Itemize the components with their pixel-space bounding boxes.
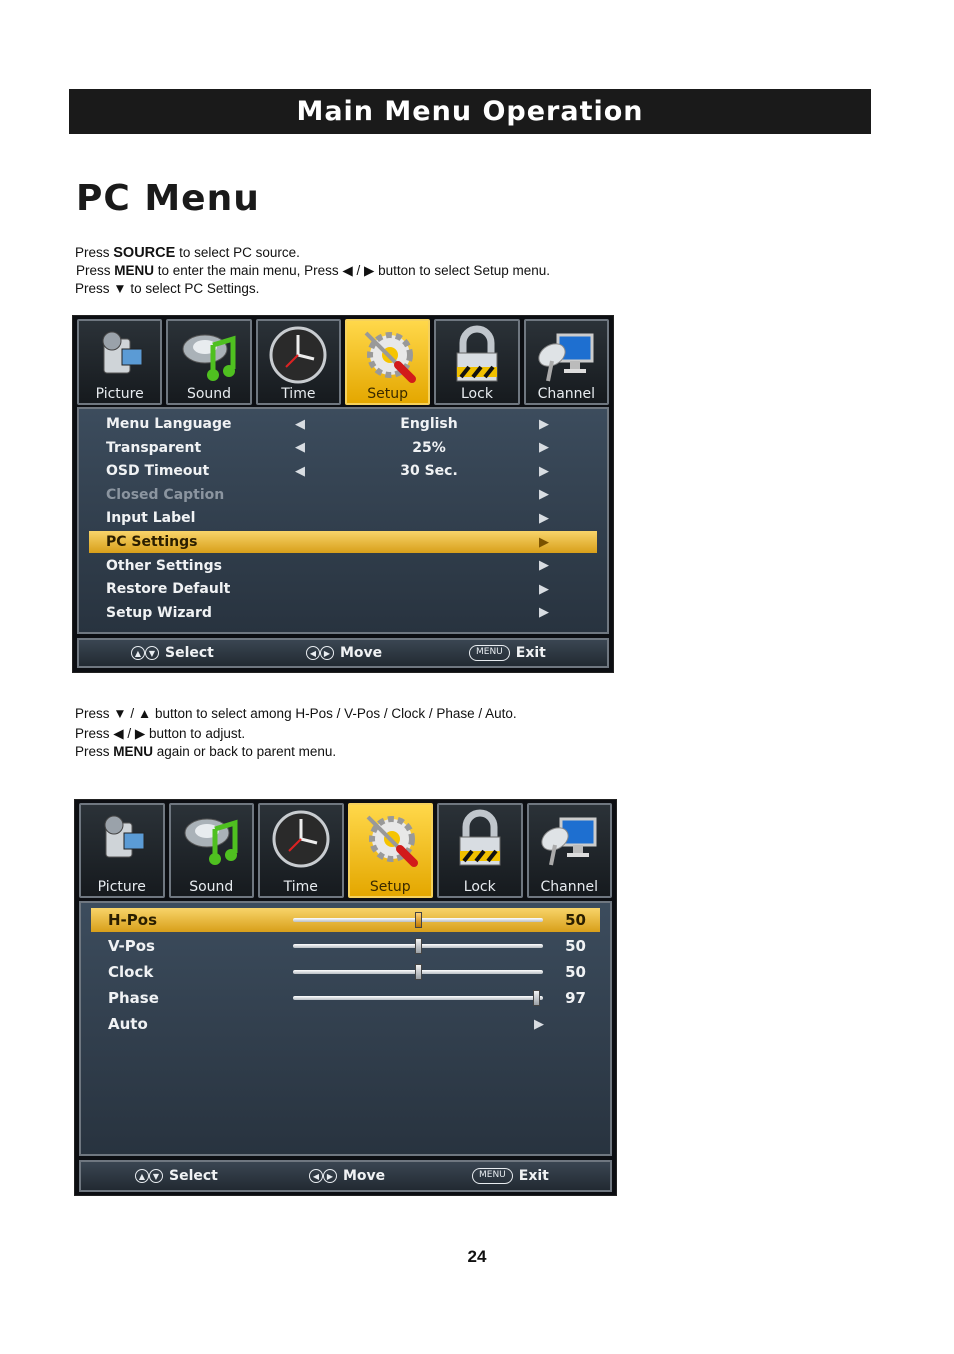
setup-menu-panel: [77, 407, 609, 634]
slider-track[interactable]: [293, 918, 543, 922]
menu-item-label: Transparent: [106, 439, 202, 456]
banner-title: Main Menu Operation: [296, 96, 644, 127]
right-arrow-icon[interactable]: ▶: [539, 510, 549, 526]
instruction-line: Press ◀ / ▶ button to adjust.: [75, 726, 246, 741]
menu-item-label: Setup Wizard: [106, 604, 212, 621]
menu-footer: [79, 1160, 612, 1192]
slider-thumb[interactable]: [415, 964, 422, 980]
slider-value: 50: [565, 963, 586, 981]
instruction-line: Press ▼ / ▲ button to select among H-Pos / V-Pos / Clock / Phase / Auto.: [75, 706, 517, 721]
menu-tabs: [79, 803, 612, 898]
pc-item-auto[interactable]: [91, 1012, 600, 1036]
pc-item-label: Auto: [108, 1015, 148, 1033]
tab-label: Channel: [537, 386, 596, 402]
menu-item-label: Input Label: [106, 510, 196, 527]
tab-channel[interactable]: [524, 319, 609, 405]
right-arrow-icon[interactable]: ▶: [539, 440, 549, 456]
right-arrow-icon[interactable]: ▶: [539, 463, 549, 479]
tab-label: Lock: [461, 386, 493, 402]
menu-item-label: PC Settings: [106, 534, 198, 550]
left-arrow-icon[interactable]: ◀: [295, 463, 305, 479]
menu-item-input-label[interactable]: [89, 507, 597, 529]
pc-item-label: V-Pos: [108, 937, 155, 955]
pc-item-clock[interactable]: [91, 960, 600, 984]
slider-thumb[interactable]: [533, 990, 540, 1006]
tab-setup[interactable]: [345, 319, 430, 405]
slider-track[interactable]: [293, 970, 543, 974]
instruction-line: Press MENU again or back to parent menu.: [75, 744, 337, 759]
menu-tabs: [77, 319, 609, 405]
tab-sound[interactable]: [169, 803, 255, 898]
slider-value: 50: [565, 911, 586, 929]
tab-label: Picture: [95, 386, 144, 402]
pc-settings-panel: [79, 901, 612, 1156]
down-icon: ▼: [145, 646, 159, 660]
tab-label: Time: [281, 386, 316, 402]
tab-label: Setup: [369, 879, 411, 895]
instruction-line: Press ▼ to select PC Settings.: [75, 281, 260, 296]
menu-item-restore-default[interactable]: [89, 578, 597, 600]
slider-value: 97: [565, 989, 586, 1007]
right-arrow-icon[interactable]: ▶: [539, 605, 549, 621]
up-icon: ▲: [131, 646, 145, 660]
tab-label: Sound: [189, 879, 234, 895]
menu-item-label: Menu Language: [106, 416, 232, 432]
slider-thumb[interactable]: [415, 912, 422, 928]
right-icon: ▶: [323, 1169, 337, 1183]
pc-item-label: Clock: [108, 963, 154, 981]
tab-channel[interactable]: [527, 803, 613, 898]
pc-item-phase[interactable]: [91, 986, 600, 1010]
menu-item-pc-settings[interactable]: [89, 531, 597, 553]
menu-key-icon: MENU: [472, 1168, 513, 1184]
menu-item-label: Other Settings: [106, 557, 222, 574]
instructions-bottom: [75, 705, 517, 761]
footer-exit: MENU Exit: [469, 645, 546, 661]
right-arrow-icon[interactable]: ▶: [539, 416, 549, 432]
left-arrow-icon[interactable]: ◀: [295, 416, 305, 432]
left-arrow-icon[interactable]: ◀: [295, 440, 305, 456]
footer-move: ◀ ▶ Move: [306, 645, 382, 661]
menu-item-other-settings[interactable]: [89, 555, 597, 577]
tab-time[interactable]: [258, 803, 344, 898]
tab-label: Lock: [463, 879, 496, 895]
footer-select: ▲ ▼ Select: [135, 1168, 218, 1184]
left-icon: ◀: [309, 1169, 323, 1183]
menu-item-label: Closed Caption: [106, 486, 225, 503]
right-icon: ▶: [320, 646, 334, 660]
right-arrow-icon[interactable]: ▶: [534, 1016, 544, 1032]
right-arrow-icon[interactable]: ▶: [539, 581, 549, 597]
menu-item-setup-wizard[interactable]: [89, 602, 597, 624]
right-arrow-icon[interactable]: ▶: [539, 558, 549, 574]
pc-item-h-pos[interactable]: [91, 908, 600, 932]
menu-item-osd-timeout[interactable]: [89, 460, 597, 482]
tab-lock[interactable]: [437, 803, 523, 898]
setup-menu-screenshot: [72, 315, 614, 673]
tab-picture[interactable]: [77, 319, 162, 405]
up-icon: ▲: [135, 1169, 149, 1183]
page-title: PC Menu: [76, 178, 260, 219]
tab-setup[interactable]: [348, 803, 434, 898]
tab-label: Picture: [97, 879, 146, 895]
tab-lock[interactable]: [434, 319, 519, 405]
right-arrow-icon[interactable]: ▶: [539, 534, 549, 550]
menu-item-closed-caption[interactable]: [89, 484, 597, 506]
menu-item-transparent[interactable]: [89, 437, 597, 459]
tab-picture[interactable]: [79, 803, 165, 898]
right-arrow-icon[interactable]: ▶: [539, 487, 549, 503]
slider-track[interactable]: [293, 944, 543, 948]
pc-item-v-pos[interactable]: [91, 934, 600, 958]
pc-item-label: H-Pos: [108, 911, 158, 929]
menu-item-menu-language[interactable]: [89, 413, 597, 435]
menu-item-value: 30 Sec.: [400, 463, 458, 480]
footer-select: ▲ ▼ Select: [131, 645, 214, 661]
slider-value: 50: [565, 937, 586, 955]
menu-item-value: 25%: [412, 439, 446, 456]
footer-exit: MENU Exit: [472, 1168, 549, 1184]
tab-label: Channel: [540, 879, 598, 895]
page-number: 24: [467, 1247, 487, 1266]
pc-settings-screenshot: [74, 799, 617, 1196]
menu-item-label: OSD Timeout: [106, 463, 210, 480]
section-banner: [69, 89, 871, 134]
menu-item-value: English: [400, 416, 458, 432]
left-icon: ◀: [306, 646, 320, 660]
pc-item-label: Phase: [108, 989, 159, 1007]
tab-sound[interactable]: [166, 319, 251, 405]
tab-time[interactable]: [256, 319, 341, 405]
tab-label: Setup: [367, 386, 409, 402]
down-icon: ▼: [149, 1169, 163, 1183]
instructions-top: [75, 244, 550, 298]
menu-key-icon: MENU: [469, 645, 510, 661]
instruction-line: Press SOURCE to select PC source.: [75, 245, 300, 261]
slider-track[interactable]: [293, 996, 543, 1000]
instruction-line: Press MENU to enter the main menu, Press ◀ / ▶ button to select Setup menu.: [76, 263, 550, 278]
tab-label: Sound: [186, 386, 232, 402]
tab-label: Time: [283, 879, 318, 895]
footer-move: ◀ ▶ Move: [309, 1168, 385, 1184]
menu-footer: [77, 638, 609, 668]
slider-thumb[interactable]: [415, 938, 422, 954]
menu-item-label: Restore Default: [106, 581, 231, 598]
